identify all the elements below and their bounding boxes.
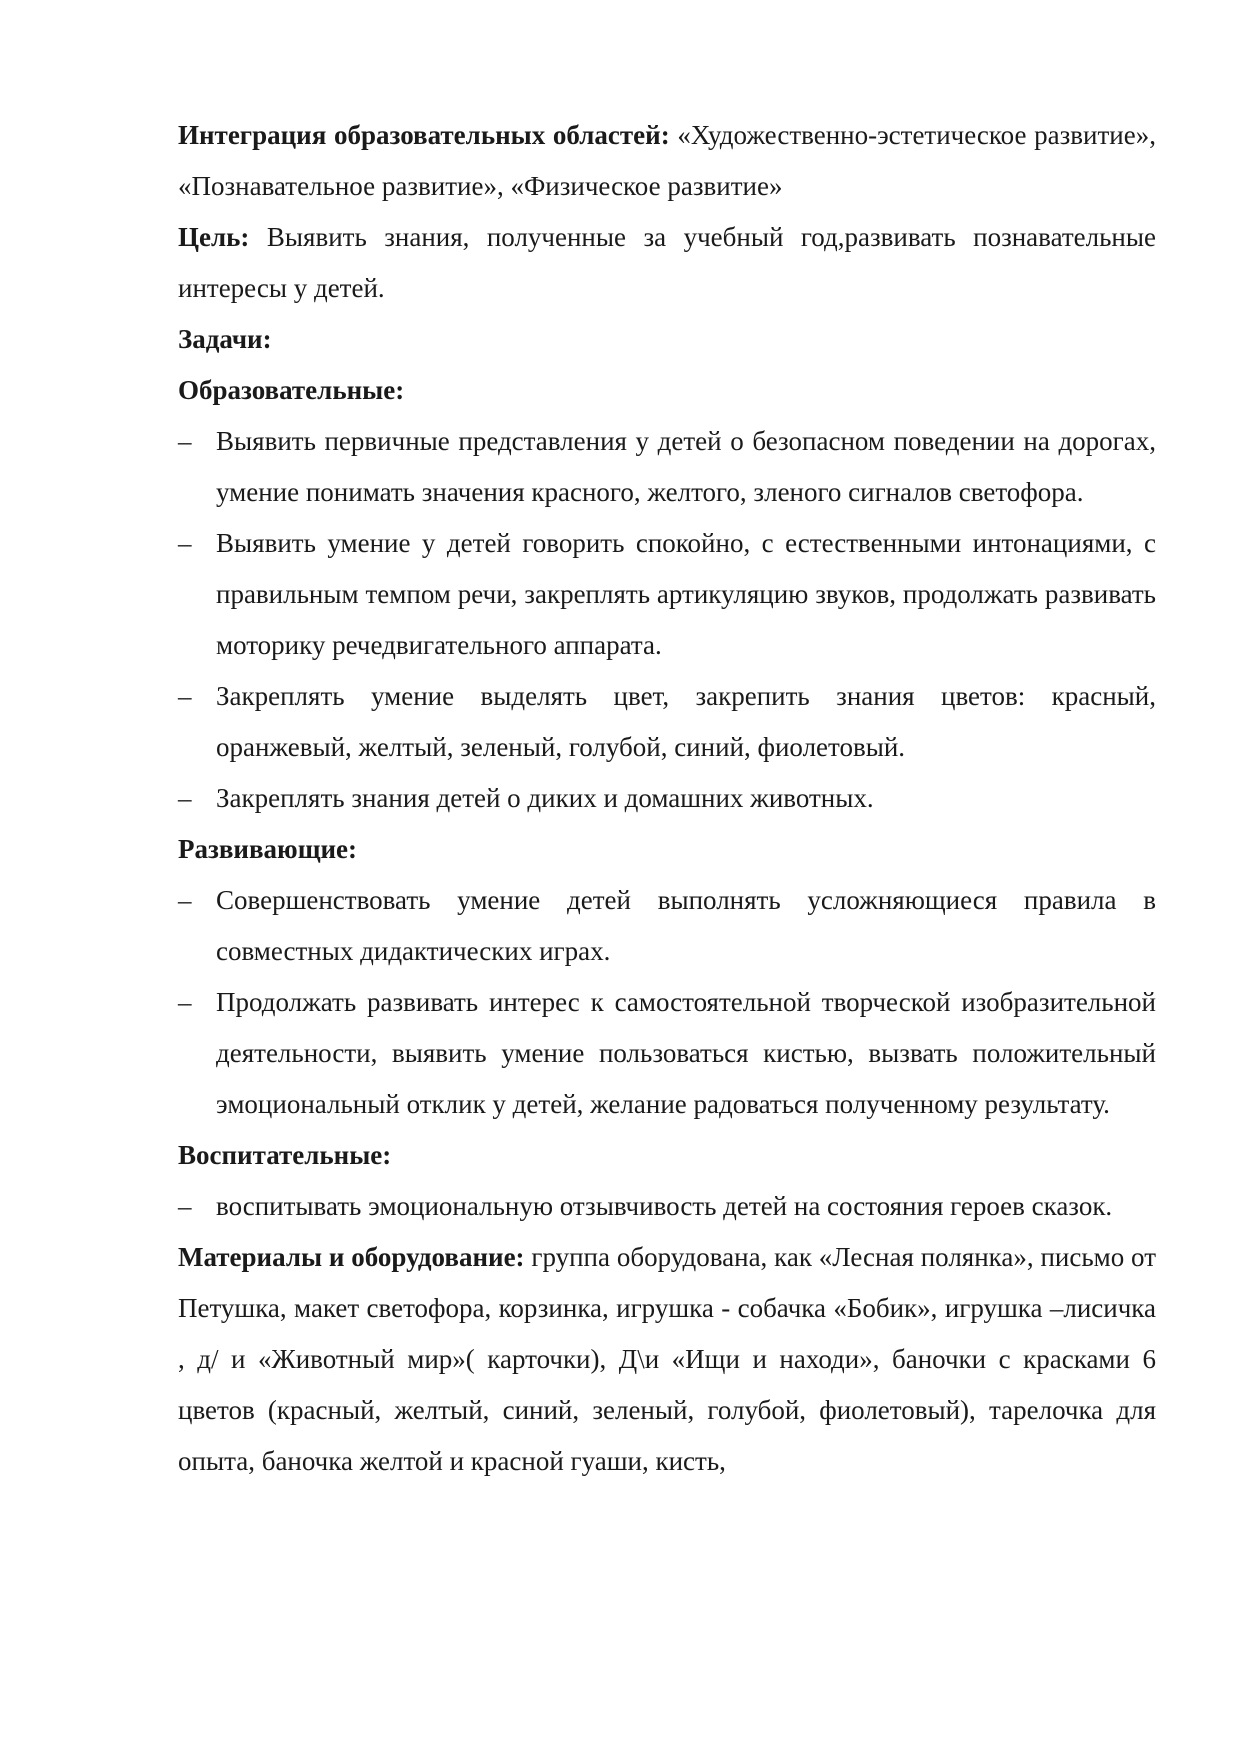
list-item	[178, 671, 1156, 773]
upbringing-heading: Воспитательные:	[178, 1140, 392, 1170]
list-item-text: Продолжать развивать интерес к самостоятельной творческой изобразительной деятельности, выявить умение пользоваться кистью, вызвать положительный эмоциональный отклик у детей, желание радоваться полученному результату.	[216, 987, 1156, 1119]
educational-heading: Образовательные:	[178, 375, 405, 405]
integration-label: Интеграция образовательных областей:	[178, 120, 670, 150]
list-item-text: Выявить первичные представления у детей о безопасном поведении на дорогах, умение понимать значения красного, желтого, зленого сигналов светофора.	[216, 426, 1156, 507]
materials-label: Материалы и оборудование:	[178, 1242, 525, 1272]
goal-text: Выявить знания, полученные за учебный год,развивать познавательные интересы у детей.	[178, 222, 1156, 303]
dash-marker: –	[178, 1191, 192, 1221]
dash-marker: –	[178, 528, 192, 558]
list-item	[178, 416, 1156, 518]
document-page	[178, 110, 1156, 1487]
list-item	[178, 773, 1156, 824]
list-item	[178, 875, 1156, 977]
goal-label: Цель:	[178, 222, 250, 252]
developing-list	[178, 875, 1156, 1130]
dash-marker: –	[178, 426, 192, 456]
list-item-text: Совершенствовать умение детей выполнять усложняющиеся правила в совместных дидактических играх.	[216, 885, 1156, 966]
integration-text: «Художественно-эстетическое развитие», «Познавательное развитие», «Физическое развитие»	[178, 120, 1156, 201]
list-item-text: воспитывать эмоциональную отзывчивость детей на состояния героев сказок.	[216, 1191, 1113, 1221]
materials-paragraph	[178, 1232, 1156, 1487]
list-item-text: Закреплять умение выделять цвет, закрепить знания цветов: красный, оранжевый, желтый, зеленый, голубой, синий, фиолетовый.	[216, 681, 1156, 762]
materials-text: группа оборудована, как «Лесная полянка», письмо от Петушка, макет светофора, корзинка, игрушка - собачка «Бобик», игрушка –лисичка , д/ и «Животный мир»( карточки), Д\и «Ищи и находи», баночки с красками 6 цветов (красный, желтый, синий, зеленый, голубой, фиолетовый), тарелочка для опыта, баночка желтой и красной гуаши, кисть,	[178, 1242, 1156, 1476]
list-item-text: Выявить умение у детей говорить спокойно, с естественными интонациями, с правильным темпом речи, закреплять артикуляцию звуков, продолжать развивать моторику речедвигательного аппарата.	[216, 528, 1156, 660]
list-item-text: Закреплять знания детей о диких и домашних животных.	[216, 783, 874, 813]
developing-heading: Развивающие:	[178, 834, 358, 864]
dash-marker: –	[178, 681, 192, 711]
list-item	[178, 518, 1156, 671]
list-item	[178, 977, 1156, 1130]
educational-list	[178, 416, 1156, 824]
goal-paragraph	[178, 212, 1156, 314]
dash-marker: –	[178, 987, 192, 1017]
tasks-heading: Задачи:	[178, 324, 272, 354]
dash-marker: –	[178, 783, 192, 813]
list-item	[178, 1181, 1156, 1232]
upbringing-list	[178, 1181, 1156, 1232]
integration-paragraph	[178, 110, 1156, 212]
dash-marker: –	[178, 885, 192, 915]
